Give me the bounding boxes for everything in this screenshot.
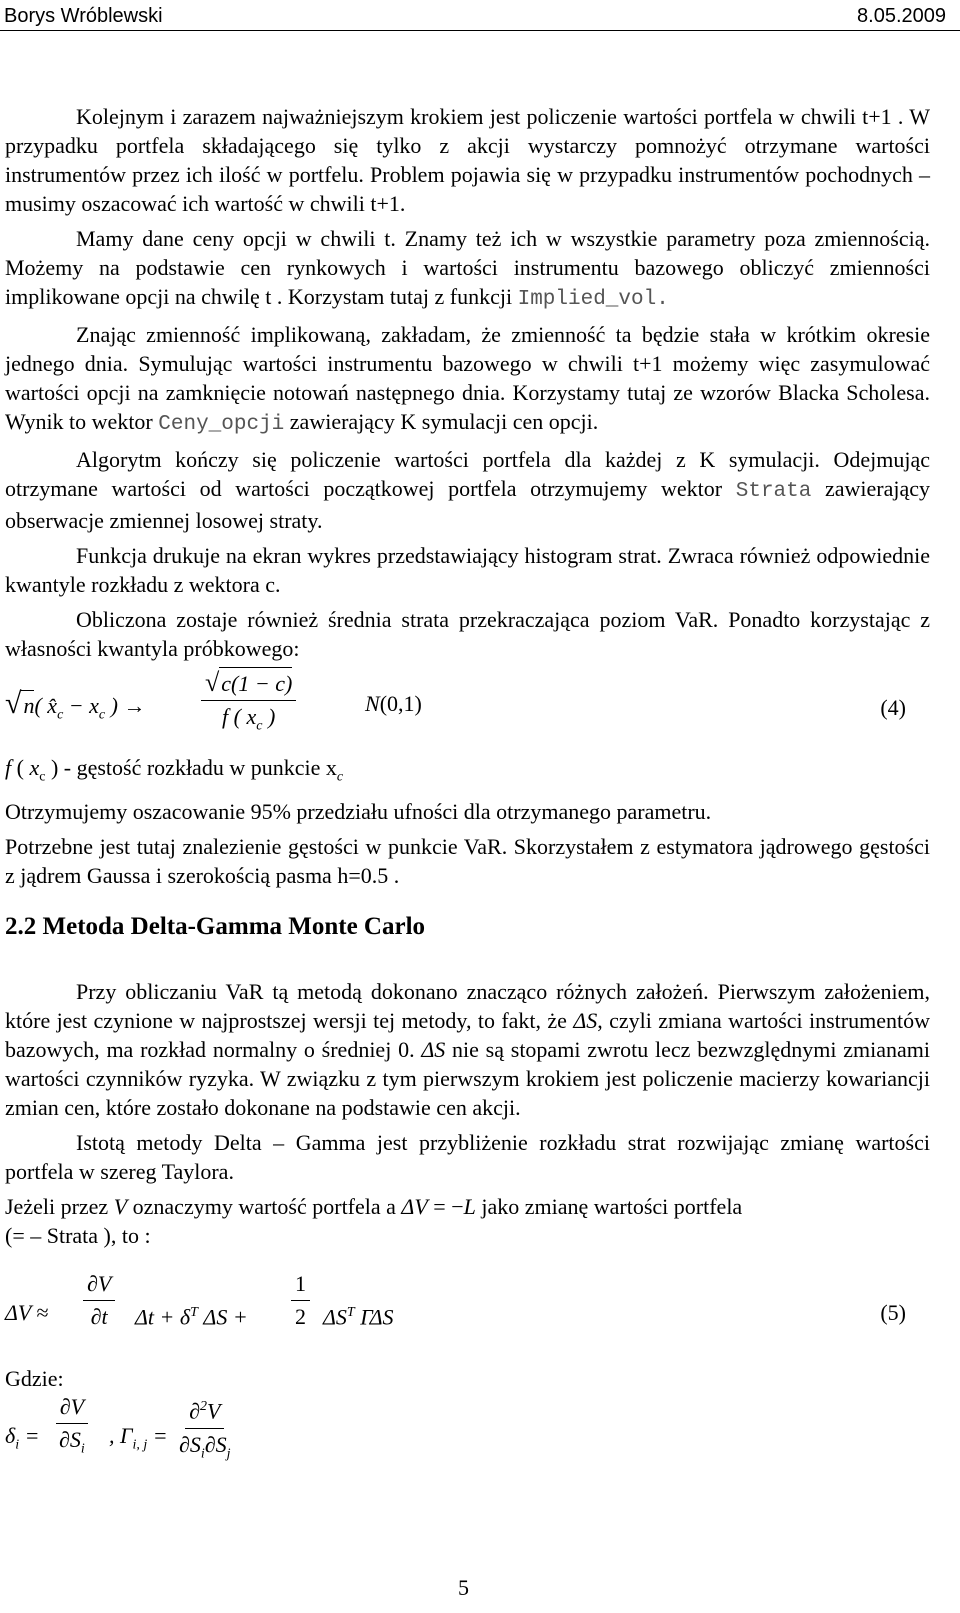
paragraph-assumptions: Przy obliczaniu VaR tą metodą dokonano znacząco różnych założeń. Pierwszym założeniem, które jest czynione w najprostszej wersji tej metody, to fakt, że ΔS, czyli zmiana wartości instrumentów bazowych, ma rozkład normalny o średniej 0. ΔS nie są stopami zwrotu lecz bezwzględnymi zmianami wartości czynników ryzyka. W związku z tym pierwszym krokiem jest policzenie macierzy kowariancji zmian cen, które zostało dokonane na podstawie cen akcji. [5,979,931,1121]
paragraph-strata: (= – Strata ), to : [5,1223,151,1249]
page-body [5,102,930,1485]
paragraph-histogram: Funkcja drukuje na ekran wykres przedstawiający histogram strat. Zwraca również odpowiednie kwantyle rozkładu z wektora c. [5,543,930,597]
eq4-fraction: $\frac{√c(1 - c)}{f ( x_c )}$ [201,667,296,742]
paragraph-ci: Otrzymujemy oszacowanie 95% przedziału ufności dla otrzymanego parametru. [5,799,712,825]
paragraph-algorithm: Algorytm kończy się policzenie wartości portfela dla każdej z K symulacji. Odejmując otrzymane wartości od wartości początkowej portfela otrzymujemy wektor Strata zawierający obserwacje zmiennej losowej straty. [5,447,930,533]
code-strata: Strata [735,480,812,503]
page-number: 5 [458,1575,469,1600]
eq5-number: (5) [880,1300,906,1326]
header-date: 8.05.2009 [857,5,946,27]
paragraph-kernel: Potrzebne jest tutaj znalezienie gęstości w punkcie VaR. Skorzystałem z estymatora jądrowego gęstości z jądrem Gaussa i szerokością pasma h=0.5 . [5,834,930,889]
eq4-number: (4) [880,695,906,720]
eq4-normal: N(0,1) [365,691,422,716]
paragraph-density: f ( $x_c$ ) - gęstość rozkładu w punkcie $x_c$ [5,755,344,785]
equation-definitions: $\delta_i$ = $\frac{\partial V}{\partial S_i}$ , $\Gamma_{i, j}$ = $\frac{\partial^2V}{\partial S_i\partial S_j}$ [5,1401,930,1481]
equation-5: ΔV ≈ $\frac{\partial V}{\partial t}$ $\Delta t + \delta^T$ ΔS + $\frac{1}{2}$ $\Delta S^T$ ΓΔS (5) [5,1276,930,1366]
paragraph-portfolio-value: Kolejnym i zarazem najważniejszym krokiem jest policzenie wartości portfela w chwili t+1 . W przypadku portfela składającego się tylko z akcji wystarczy pomnożyć otrzymane wartości instrumentów przez ich ilość w portfelu. Problem pojawia się w przypadku instrumentów pochodnych – musimy oszacować ich wartość w chwili t+1. [5,104,930,216]
equation-4 [5,668,930,749]
label-gdzie: Gdzie: [5,1366,64,1392]
header-rule [0,30,960,31]
eq4-lhs: √n( $x̂_c - x_c$ ) → [5,687,146,723]
paragraph-expected-shortfall: Obliczona zostaje również średnia strata przekraczająca poziom VaR. Ponadto korzystając z własności kwantyla próbkowego: [5,607,930,661]
header-author: Borys Wróblewski [4,5,163,27]
code-implied-vol: Implied_vol. [517,288,669,311]
eq5-partial: $\frac{\partial V}{\partial t}$ [83,1268,115,1333]
paragraph-implied-vol: Mamy dane ceny opcji w chwili t. Znamy też ich w wszystkie parametry poza zmiennością. Możemy na podstawie cen rynkowych i wartości instrumentu bazowego obliczyć zmienności implikowane opcji na chwilę t . Korzystam tutaj z funkcji Implied_vol. [5,226,930,311]
paragraph-simulation: Znając zmienność implikowaną, zakładam, że zmienność ta będzie stała w krótkim okresie jednego dnia. Symulując wartości instrumentu bazowego w chwili t+1 możemy więc zasymulować wartości opcji na zamknięcie notowań następnego dnia. Korzystamy tutaj ze wzorów Blacka Scholesa. Wynik to wektor Ceny_opcji zawierający K symulacji cen opcji. [5,322,930,436]
paragraph-definition: Jeżeli przez V oznaczymy wartość portfela a ΔV = −L jako zmianę wartości portfela [5,1194,743,1220]
paragraph-delta-gamma: Istotą metody Delta – Gamma jest przybliżenie rozkładu strat rozwijając zmianę wartości portfela w szereg Taylora. [5,1130,930,1185]
eq5-half: $\frac{1}{2}$ [291,1268,310,1333]
section-title: 2.2 Metoda Delta-Gamma Monte Carlo [5,913,426,941]
page-header [0,0,960,30]
code-ceny-opcji: Ceny_opcji [158,413,285,436]
